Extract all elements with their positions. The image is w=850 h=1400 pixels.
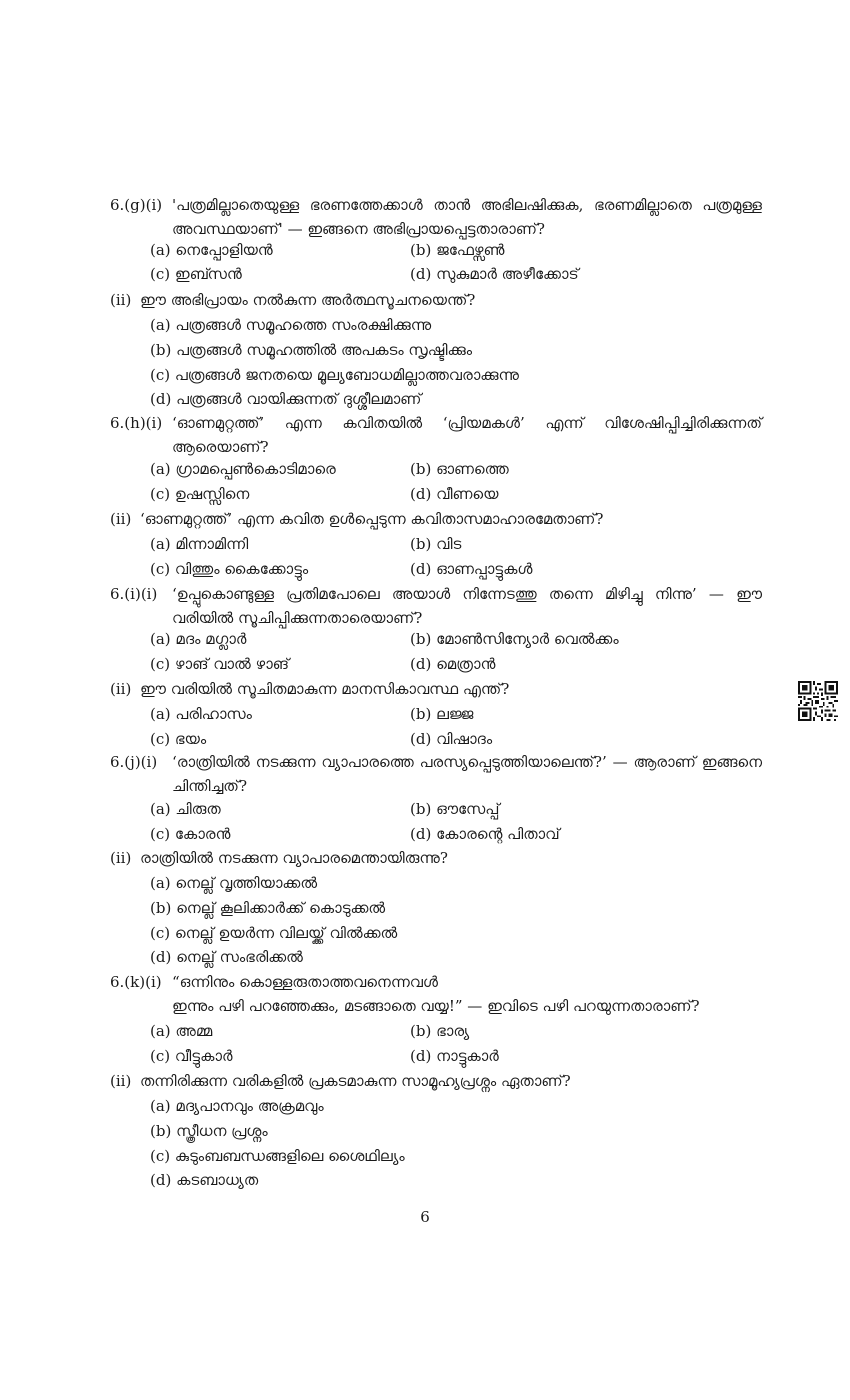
option-b: (b) പത്രങ്ങൾ സമൂഹത്തിൽ അപകടം സൃഷ്ടിക്കും [150,341,473,359]
option-b: (b) സ്ത്രീധന പ്രശ്നം [150,1122,268,1140]
option-a: (a) മദം മഗ്ലാർ [150,630,247,648]
option-c: (c) ഴാങ് വാൽ ഴാങ് [150,655,290,673]
question-number: 6.(j)(i) [110,753,158,771]
option-a: (a) മിന്നാമിന്നി [150,535,249,553]
poem-line-2: ഇന്നും പഴി പറഞ്ഞേക്കും, മടങ്ങാതെ വയ്യ!” — ഇവിടെ പഴി പറയുന്നതാരാണ്? [172,997,700,1015]
question-number: (ii) [110,680,132,698]
option-a: (a) ഗ്രാമപ്പെൺകൊടിമാരെ [150,460,336,478]
option-a: (a) നെപ്പോളിയൻ [150,241,273,259]
option-d: (d) ഓണപ്പാട്ടുകൾ [410,560,533,578]
option-a: (a) മദ്യപാനവും അക്രമവും [150,1097,324,1115]
page-number: 6 [420,1208,430,1226]
option-c: (c) വിത്തും കൈക്കോട്ടും [150,560,309,578]
question-number: (ii) [110,1072,132,1090]
option-c: (c) വീട്ടുകാർ [150,1047,233,1065]
question-number: 6.(i)(i) [110,585,158,603]
question-number: (ii) [110,291,132,309]
option-c: (c) ഇബ്സൻ [150,265,242,283]
option-d: (d) കോരന്റെ പിതാവ് [410,825,560,843]
question-text: ‘ഓണമുറ്റത്ത്’ എന്ന കവിതയിൽ ‘പ്രിയമകൾ’ എന്ന് വിശേഷിപ്പിച്ചിരിക്കുന്നത് ആരെയാണ്? [172,414,762,456]
question-text: ഈ വരിയിൽ സൂചിതമാകുന്ന മാനസികാവസ്ഥ എന്ത്? [140,680,510,698]
option-b: (b) മോൺസിന്യോർ വെൽക്കം [410,630,619,648]
question-text: രാത്രിയിൽ നടക്കുന്ന വ്യാപാരമെന്തായിരുന്നു? [140,849,448,867]
option-c: (c) പത്രങ്ങൾ ജനതയെ മൂല്യബോധമില്ലാത്തവരാക്കുന്നു [150,366,519,384]
question-text: ‘രാത്രിയിൽ നടക്കുന്ന വ്യാപാരത്തെ പരസ്യപ്പെടുത്തിയാലെന്ത്?’ — ആരാണ് ഇങ്ങനെ ചിന്തിച്ചത്? [172,753,762,795]
option-d: (d) പത്രങ്ങൾ വായിക്കുന്നത് ദുശ്ശീലമാണ് [150,390,422,408]
option-c: (c) കോരൻ [150,825,231,843]
option-d: (d) നാട്ടുകാർ [410,1047,499,1065]
option-c: (c) കുടുംബബന്ധങ്ങളിലെ ശൈഥില്യം [150,1147,405,1165]
question-text: ഈ അഭിപ്രായം നൽകുന്ന അർത്ഥസൂചനയെന്ത്? [140,291,476,309]
option-b: (b) ലജ്ജ [410,705,474,723]
question-number: 6.(h)(i) [110,414,163,432]
qr-code-icon [798,681,838,721]
option-b: (b) ജഫേഴ്സൺ [410,241,505,259]
option-b: (b) വിട [410,535,462,553]
option-d: (d) കടബാധ്യത [150,1171,259,1189]
question-number: (ii) [110,510,132,528]
option-a: (a) അമ്മ [150,1022,213,1040]
option-b: (b) ഔസേപ്പ് [410,800,500,818]
option-d: (d) വിഷാദം [410,730,493,748]
option-a: (a) പരിഹാസം [150,705,252,723]
option-d: (d) വീണയെ [410,485,499,503]
option-a: (a) നെല്ല് വൃത്തിയാക്കൽ [150,874,318,892]
question-number: (ii) [110,849,132,867]
option-c: (c) ഭയം [150,730,207,748]
question-number: 6.(g)(i) [110,196,163,214]
option-d: (d) മെത്രാൻ [410,655,496,673]
question-text: ‘ഓണമുറ്റത്ത്’ എന്ന കവിത ഉൾപ്പെടുന്ന കവിതാസമാഹാരമേതാണ്? [140,510,604,528]
question-text [172,970,762,1018]
question-number: 6.(k)(i) [110,973,162,991]
poem-line-1: “ഒന്നിനും കൊള്ളരുതാത്തവനെന്നവൾ [172,973,438,991]
option-d: (d) നെല്ല് സംഭരിക്കൽ [150,948,303,966]
question-text: 'പത്രമില്ലാതെയുള്ള ഭരണത്തേക്കാൾ താൻ അഭിലഷിക്കുക, ഭരണമില്ലാതെ പത്രമുള്ള അവസ്ഥയാണ്' — ഇങ്ങനെ അഭിപ്രായപ്പെട്ടതാരാണ്? [172,196,762,238]
question-text: തന്നിരിക്കുന്ന വരികളിൽ പ്രകടമാകുന്ന സാമൂഹ്യപ്രശ്നം ഏതാണ്? [140,1072,571,1090]
option-c: (c) ഉഷസ്സിനെ [150,485,250,503]
option-a: (a) ചിരുത [150,800,221,818]
option-b: (b) ഓണത്തെ [410,460,509,478]
option-b: (b) നെല്ല് കൂലിക്കാർക്ക് കൊടുക്കൽ [150,899,386,917]
option-a: (a) പത്രങ്ങൾ സമൂഹത്തെ സംരക്ഷിക്കുന്നു [150,316,432,334]
option-c: (c) നെല്ല് ഉയർന്ന വിലയ്ക്ക് വിൽക്കൽ [150,924,398,942]
option-d: (d) സുകുമാർ അഴീക്കോട് [410,265,579,283]
question-text: ‘ഉപ്പുകൊണ്ടുള്ള പ്രതിമപോലെ അയാൾ നിന്നേടത്തു തന്നെ മിഴിച്ചു നിന്നു’ — ഈ വരിയിൽ സൂചിപ്പിക്കുന്നതാരെയാണ്? [172,585,762,627]
option-b: (b) ഭാര്യ [410,1022,470,1040]
